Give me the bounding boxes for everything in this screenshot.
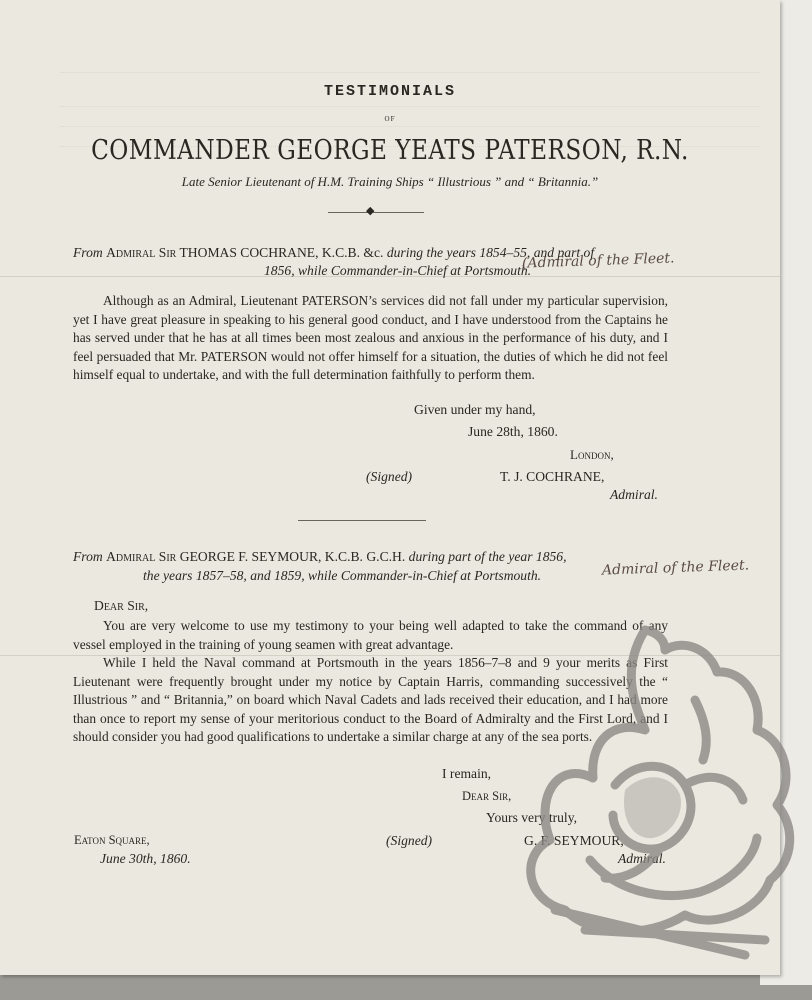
letter2-heading: From Admiral Sir GEORGE F. SEYMOUR, K.C.B. G.C.H. during part of the year 1856, bbox=[73, 549, 567, 564]
letter2-closing: Yours very truly, bbox=[486, 810, 578, 825]
testimonials-heading: TESTIMONIALS bbox=[323, 83, 457, 100]
handwritten-annotation: (Admiral of the Fleet. bbox=[521, 250, 675, 272]
letter2-signed-label: (Signed) bbox=[386, 833, 433, 848]
letter1-date: June 28th, 1860. bbox=[468, 424, 558, 439]
section-divider bbox=[298, 520, 426, 521]
bleed-through bbox=[60, 58, 760, 73]
header-divider bbox=[328, 212, 424, 213]
letter1-given: Given under my hand, bbox=[414, 402, 536, 417]
letter1-heading-line2: 1856, while Commander-in-Chief at Portsmouth. bbox=[264, 263, 532, 278]
letter1-place: London, bbox=[570, 447, 614, 462]
letter1-heading: From Admiral Sir THOMAS COCHRANE, K.C.B. &c. during the years 1854–55, and part of bbox=[73, 245, 595, 260]
letter2-salutation: Dear Sir, bbox=[94, 598, 149, 613]
letter2-heading-line2: the years 1857–58, and 1859, while Commander-in-Chief at Portsmouth. bbox=[143, 568, 542, 583]
crest-stamp bbox=[495, 610, 812, 980]
letter2-place: Eaton Square, bbox=[74, 833, 150, 847]
letter2-title: Admiral. bbox=[618, 851, 666, 866]
diamond-ornament: ◆ bbox=[366, 205, 375, 217]
letter1-signature: T. J. COCHRANE, bbox=[500, 469, 605, 484]
letter2-signature: G. F. SEYMOUR, bbox=[524, 833, 624, 848]
of-label: OF bbox=[384, 115, 396, 123]
letter2-body: You are very welcome to use my testimony to your being well adapted to take the command of any vessel employed in the training of young seamen with great advantage. While I held the Naval command at Portsmouth in the years 1856–7–8 and 9 your merits as First Lieutenant were frequently brought under my notice by Captain Harris, commanding successively the “ Illustrious ” and “ Britannia,” on board which Naval Cadets and lads received their education, and I had more than once to report my sense of your meritorious conduct to the Board of Admiralty and the First Lord, and I should consider you had good qualifications to undertake a similar charge at any of the sea ports. bbox=[73, 618, 668, 744]
letter1-body: Although as an Admiral, Lieutenant PATERSON’s services did not fall under my particular supervision, yet I have great pleasure in speaking to his general good conduct, and I have understood from the Captains he has served under that he has at all times been most zealous and anxious in the performance of his duty, and I feel persuaded that Mr. PATERSON would not offer himself for a situation, the duties of which he did not feel himself equal to undertake, and with the full determination faithfully to perform them. bbox=[73, 293, 668, 382]
letter2-remain: I remain, bbox=[442, 766, 492, 781]
page-subtitle: Late Senior Lieutenant of H.M. Training Ships “ Illustrious ” and “ Britannia.” bbox=[181, 174, 599, 189]
letter1-title: Admiral. bbox=[610, 487, 658, 502]
letter1-signed-label: (Signed) bbox=[366, 469, 413, 484]
letter2-dear-sir: Dear Sir, bbox=[462, 789, 512, 803]
page-title: COMMANDER GEORGE YEATS PATERSON, R.N. bbox=[91, 135, 689, 166]
letter2-date: June 30th, 1860. bbox=[100, 851, 191, 866]
handwritten-annotation: Admiral of the Fleet. bbox=[601, 557, 750, 579]
